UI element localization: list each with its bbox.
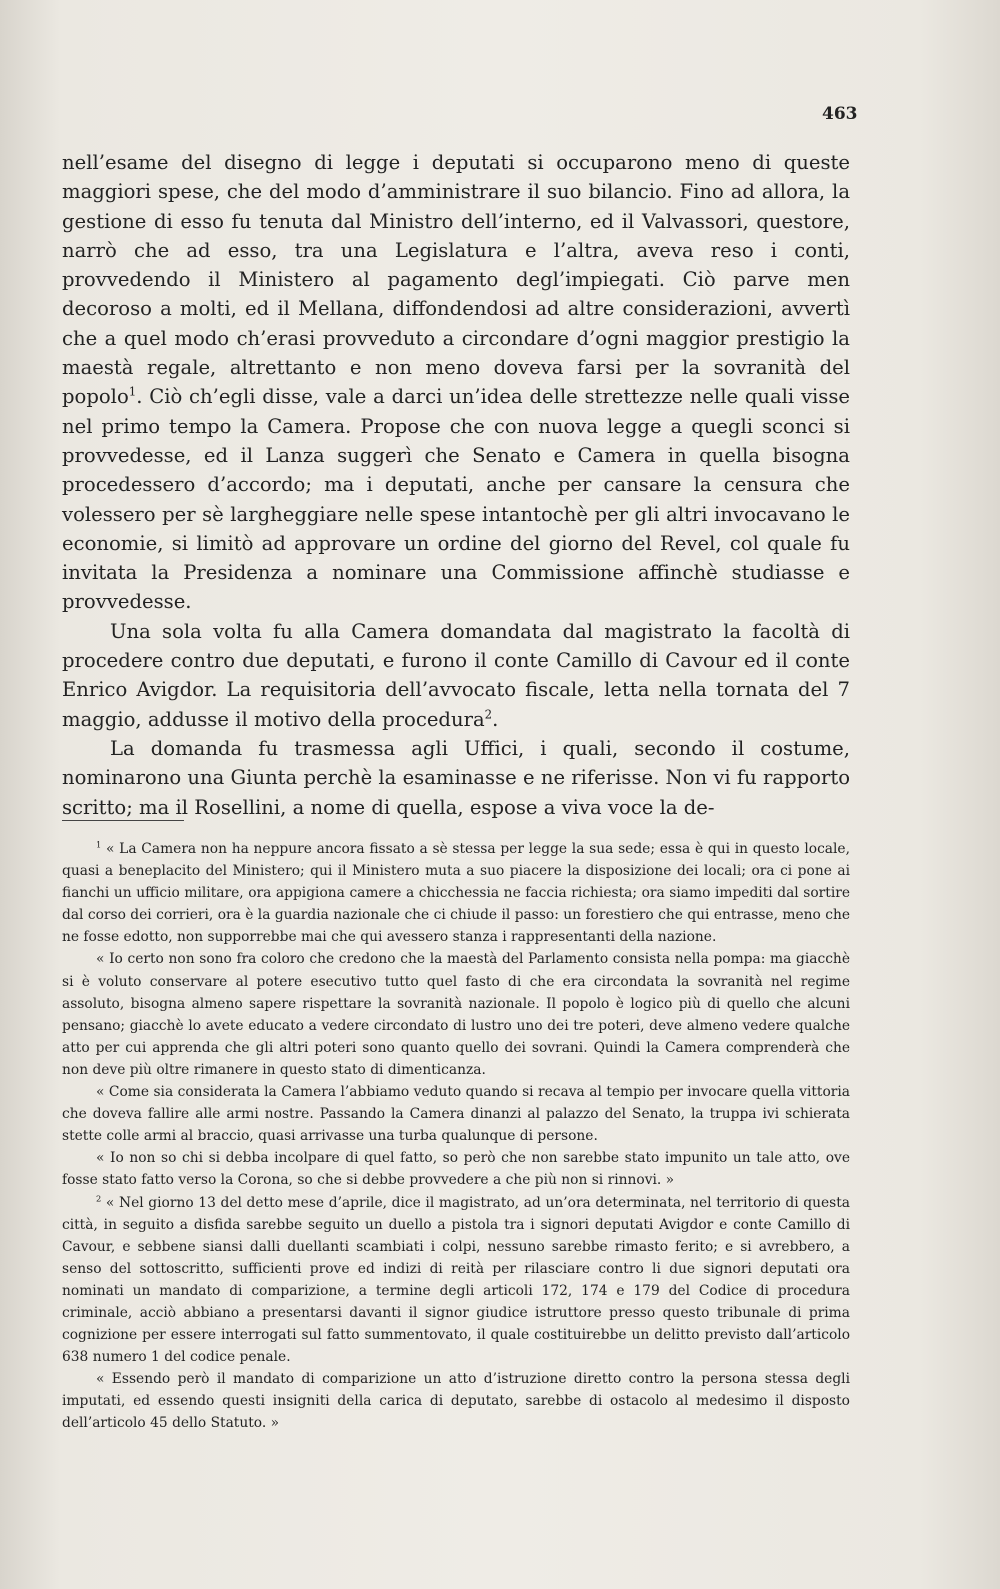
footnote-text: « Io non so chi si debba incolpare di quel fatto, so però che non sarebbe stato impunito un tale atto, ove fosse stato fatto verso la Corona, so che si debbe provvedere a che più non si rinnovi. » xyxy=(62,1150,850,1189)
footnote-2 xyxy=(62,1192,850,1369)
footnote-1-cont-c xyxy=(62,1147,850,1191)
footnote-mark: 2 xyxy=(96,1192,102,1203)
footnotes xyxy=(62,838,850,1435)
footnote-1 xyxy=(62,838,850,948)
paragraph-3 xyxy=(62,734,850,822)
footnote-text: « Io certo non sono fra coloro che credono che la maestà del Parlamento consista nella pompa: ma giacchè si è voluto conservare al potere esecutivo tutto quel fasto di che era circondata la sovranità nel regime assoluto, bisogna almeno sapere rispettare la sovranità nazionale. Il popolo è logico più di quello che alcuni pensano; giacchè lo avete educato a vedere circondato di lustro uno dei tre poteri, deve almeno vedere qualche atto per cui apprenda che gli altri poteri sono quanto quello dei sovrani. Quindi la Camera comprenderà che non deve più oltre rimanere in questo stato di dimenticanza. xyxy=(62,951,850,1078)
main-text xyxy=(62,148,850,822)
footnote-mark: 1 xyxy=(96,839,102,850)
paragraph-1-text: nell’esame del disegno di legge i deputati si occuparono meno di queste maggiori spese, che del modo d’amministrare il suo bilancio. Fino ad allora, la gestione di esso fu tenuta dal Ministro dell’interno, ed il Valvassori, questore, narrò che ad esso, tra una Legislatura e l’altra, aveva reso i conti, provvedendo il Ministero al pagamento degl’impiegati. Ciò parve men decoroso a molti, ed il Mellana, diffondendosi ad altre considerazioni, avvertì che a quel modo ch’erasi provveduto a circondare d’ogni maggior prestigio la maestà regale, altrettanto e non meno doveva farsi per la sovranità del popolo xyxy=(62,151,850,409)
footnote-text: « Essendo però il mandato di comparizione un atto d’istruzione diretto contro la persona stessa degli imputati, ed essendo questi insigniti della carica di deputato, sarebbe di ostacolo al medesimo il disposto dell’articolo 45 dello Statuto. » xyxy=(62,1371,850,1432)
footnote-1-cont-b xyxy=(62,1081,850,1147)
paragraph-2-text: Una sola volta fu alla Camera domandata dal magistrato la facoltà di procedere contro due deputati, e furono il conte Camillo di Cavour ed il conte Enrico Avigdor. La requisitoria dell’avvocato fiscale, letta nella tornata del 7 maggio, addusse il motivo della procedura xyxy=(62,619,850,731)
page-number: 463 xyxy=(822,104,858,124)
footnote-ref-2[interactable]: 2 xyxy=(484,707,493,722)
footnote-separator xyxy=(62,820,184,821)
paragraph-1-text-cont: . Ciò ch’egli disse, vale a darci un’idea delle strettezze nelle quali visse nel primo tempo la Camera. Propose che con nuova legge a quegli sconci si provvedesse, ed il Lanza suggerì che Senato e Camera in quella bisogna procedessero d’accordo; ma i deputati, anche per cansare la censura che volessero per sè largheggiare nelle spese intantochè per gli altri invocavano le economie, si limitò ad approvare un ordine del giorno del Revel, col quale fu invitata la Presidenza a nominare una Commissione affinchè studiasse e provvedesse. xyxy=(62,385,850,614)
footnote-ref-1[interactable]: 1 xyxy=(128,384,137,399)
paragraph-2-text-cont: . xyxy=(492,707,499,731)
footnote-2-cont xyxy=(62,1368,850,1434)
footnote-text: « Nel giorno 13 del detto mese d’aprile, dice il magistrato, ad un’ora determinata, nel territorio di questa città, in seguito a disfida sarebbe seguito un duello a pistola tra i signori deputati Avigdor e conte Camillo di Cavour, e sebbene siansi dalli duellanti scambiati i colpi, nessuno sarebbe rimasto ferito; e si avrebbero, a senso del sottoscritto, sufficienti prove ed indizi di reità per rilasciare contro li due signori deputati ora nominati un mandato di comparizione, a termine degli articoli 172, 174 e 179 del Codice di procedura criminale, acciò abbiano a presentarsi davanti il signor giudice istruttore presso questo tribunale di prima cognizione per essere interrogati sul fatto summentovato, il quale costituirebbe un delitto previsto dall’articolo 638 numero 1 del codice penale. xyxy=(62,1194,850,1366)
paragraph-3-text: La domanda fu trasmessa agli Uffici, i quali, secondo il costume, nominarono una Giunta perchè la esaminasse e ne riferisse. Non vi fu rapporto scritto; ma il Rosellini, a nome di quella, espose a viva voce la de- xyxy=(62,736,850,819)
footnote-text: « Come sia considerata la Camera l’abbiamo veduto quando si recava al tempio per invocare quella vittoria che doveva fallire alle armi nostre. Passando la Camera dinanzi al palazzo del Senato, la truppa ivi schierata stette colle armi al braccio, quasi arrivasse una turba qualunque di persone. xyxy=(62,1084,850,1145)
paragraph-1 xyxy=(62,148,850,617)
paragraph-2 xyxy=(62,617,850,734)
footnote-text: « La Camera non ha neppure ancora fissato a sè stessa per legge la sua sede; essa è qui in questo locale, quasi a beneplacito del Ministero; qui il Ministero muta a suo piacere la disposizione dei locali; ora ci pone ai fianchi un ufficio militare, ora appigiona camere a chicchessia ne faccia richiesta; ora siamo impediti dal sortire dal corso dei corrieri, ora è la guardia nazionale che ci chiude il passo: un forestiero che qui entrasse, meno che ne fosse edotto, non supporrebbe mai che qui avessero stanza i rappresentanti della nazione. xyxy=(62,841,850,946)
footnote-1-cont-a xyxy=(62,948,850,1081)
